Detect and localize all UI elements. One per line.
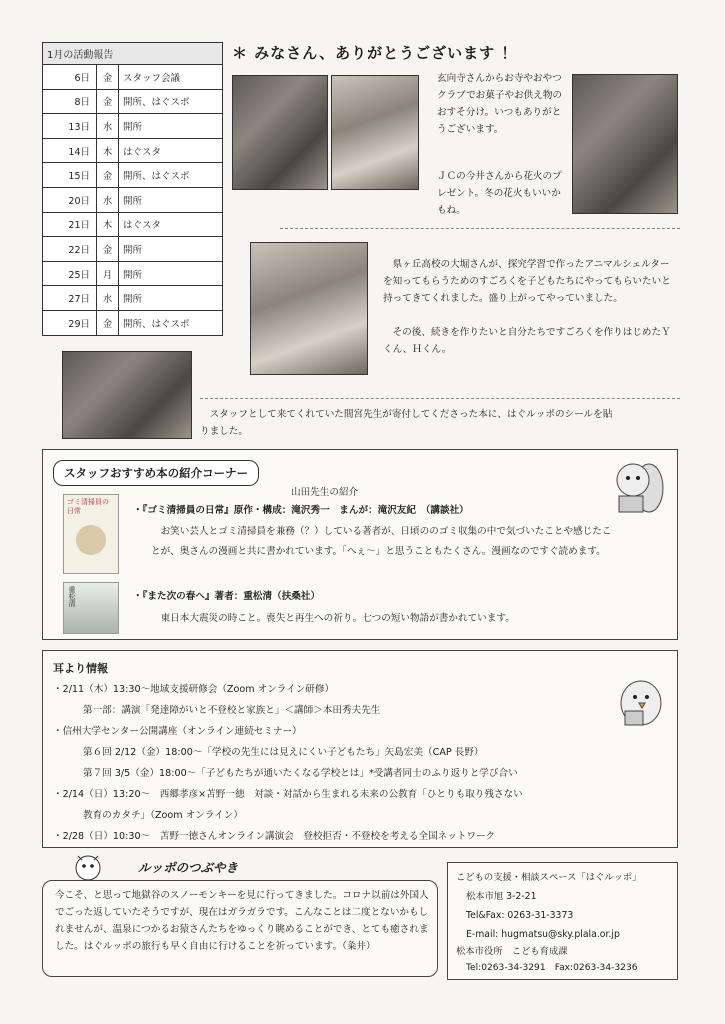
- activity-event: はぐスタ: [119, 212, 223, 237]
- activity-day: 15日: [43, 163, 97, 188]
- photo-temple-gift: [232, 75, 328, 190]
- contact-name: こどもの支援・相談スペース「はぐルッポ」: [456, 872, 642, 883]
- activity-day: 6日: [43, 65, 97, 90]
- info-line-5: 第７回 3/5（金）18:00〜「子どもたちが通いたくなる学校とは」*受講者同士のふり返りと学び合い: [83, 768, 518, 779]
- activity-weekday: 金: [97, 310, 119, 335]
- activity-event: スタッフ会議: [119, 65, 223, 90]
- activity-day: 8日: [43, 89, 97, 114]
- info-line-1: ・2/11（木）13:30〜地域支援研修会（Zoom オンライン研修）: [53, 684, 335, 695]
- book-cover-2-author: 重松清: [68, 586, 76, 607]
- activity-day: 21日: [43, 212, 97, 237]
- activity-weekday: 金: [97, 89, 119, 114]
- thanks-title: ＊ みなさん、ありがとうございます ！: [232, 44, 518, 62]
- bird-reading-icon: [611, 671, 667, 731]
- note-sugoroku: 県ヶ丘高校の大堀さんが、探究学習で作ったアニマルシェルターを知ってもらうためのすごろくを子どもたちにやってもらいたいと持ってきてくれました。盛り上がってやっていました。: [383, 259, 671, 304]
- contact-email: E-mail: hugmatsu@sky.plala.or.jp: [466, 929, 620, 940]
- activity-weekday: 金: [97, 65, 119, 90]
- book-corner-heading: スタッフおすすめ本の紹介コーナー: [53, 460, 259, 486]
- info-box: [42, 650, 678, 848]
- info-line-8: ・2/28（日）10:30〜 苫野一徳さんオンライン講演会 登校拒否・不登校を考える全国ネットワーク: [53, 831, 496, 842]
- book2-description: 東日本大震災の時こと。喪失と再生への祈り。七つの短い物語が書かれています。: [160, 613, 515, 624]
- book-corner-subtitle: 山田先生の紹介: [291, 487, 359, 498]
- photo-fireworks: [572, 74, 678, 214]
- contact-office: 松本市役所 こども育成課: [456, 946, 568, 957]
- activity-event: 開所: [119, 237, 223, 262]
- activity-day: 25日: [43, 261, 97, 286]
- book1-description: お笑い芸人とゴミ清掃員を兼務（？）している著者が、日頃ののゴミ収集の中で気づいたことや感じたことが、奥さんの漫画と共に書かれています。「へぇ〜」と思うこともたくさん。漫画なのですぐ読めます。: [151, 526, 612, 557]
- contact-address: 松本市旭 3-2-21: [466, 891, 537, 902]
- note-book-donation: スタッフとして来てくれていた間宮先生が寄付してくださった本に、はぐルッポのシールを貼りました。: [200, 409, 613, 437]
- contact-office-tel: Tel:0263-34-3291 Fax:0263-34-3236: [466, 963, 638, 973]
- activity-event: 開所: [119, 187, 223, 212]
- tsubuyaki-heading: ルッポのつぶやき: [138, 860, 239, 875]
- activity-event: 開所、はぐスポ: [119, 89, 223, 114]
- book2-title: ・『また次の春へ』著者：重松清（扶桑社）: [133, 591, 321, 602]
- activity-table: [42, 42, 223, 336]
- activity-caption: 1月の活動報告: [43, 43, 223, 65]
- info-line-4: 第６回 2/12（金）18:00〜「学校の先生には見えにくい子どもたち」矢島宏美（CAP 長野）: [83, 747, 484, 758]
- activity-row: [43, 163, 223, 188]
- activity-day: 20日: [43, 187, 97, 212]
- activity-event: 開所: [119, 261, 223, 286]
- activity-event: 開所: [119, 286, 223, 311]
- activity-row: [43, 114, 223, 139]
- info-heading: 耳より情報: [53, 662, 108, 675]
- activity-row: [43, 138, 223, 163]
- info-line-6: ・2/14（日）13:20〜 西郷孝彦×苫野一徳 対談・対話から生まれる未来の公教育「ひとりも取り残さない: [53, 789, 523, 800]
- activity-row: [43, 310, 223, 335]
- contact-box: [447, 862, 678, 980]
- activity-day: 22日: [43, 237, 97, 262]
- info-line-2: 第一部：講演「発達障がいと不登校と家族と」＜講師＞本田秀夫先生: [83, 705, 381, 716]
- tsubuyaki-box: [42, 880, 438, 977]
- divider: [280, 228, 680, 229]
- book-cover-2: [63, 582, 119, 634]
- activity-weekday: 木: [97, 138, 119, 163]
- photo-sugoroku: [250, 242, 368, 375]
- activity-row: [43, 237, 223, 262]
- activity-weekday: 木: [97, 212, 119, 237]
- activity-weekday: 水: [97, 187, 119, 212]
- activity-weekday: 金: [97, 237, 119, 262]
- activity-day: 14日: [43, 138, 97, 163]
- photo-snacks: [331, 75, 419, 190]
- ruppo-mascot-icon: [68, 850, 108, 882]
- activity-day: 29日: [43, 310, 97, 335]
- divider-2: [200, 398, 680, 399]
- contact-telfax: Tel&Fax: 0263-31-3373: [466, 910, 574, 921]
- note-temple: 玄向寺さんからお寺やおやつクラブでお菓子やお供え物のおすそ分け。いつもありがとうございます。: [437, 73, 563, 135]
- activity-day: 13日: [43, 114, 97, 139]
- activity-row: [43, 261, 223, 286]
- activity-event: 開所: [119, 114, 223, 139]
- book-cover-1-illustration: [76, 525, 106, 555]
- book-corner: [42, 449, 678, 640]
- activity-row: [43, 89, 223, 114]
- activity-day: 27日: [43, 286, 97, 311]
- book-cover-1-title: ゴミ清掃員の日常: [67, 498, 109, 515]
- book1-title: ・『ゴミ清掃員の日常』原作・構成：滝沢秀一 まんが：滝沢友紀 （講談社）: [133, 505, 469, 516]
- activity-weekday: 月: [97, 261, 119, 286]
- info-line-7: 教育のカタチ」（Zoom オンライン）: [83, 810, 243, 821]
- book-cover-1: [63, 494, 119, 574]
- activity-row: [43, 187, 223, 212]
- activity-event: 開所、はぐスポ: [119, 310, 223, 335]
- activity-event: 開所、はぐスポ: [119, 163, 223, 188]
- activity-weekday: 金: [97, 163, 119, 188]
- info-line-3: ・信州大学センター公開講座（オンライン連続セミナー）: [53, 726, 302, 737]
- squirrel-reading-icon: [609, 458, 667, 520]
- note-sugoroku-followup: その後、続きを作りたいと自分たちですごろくを作りはじめたＹくん、Ｈくん。: [383, 327, 671, 355]
- activity-weekday: 水: [97, 114, 119, 139]
- activity-row: [43, 65, 223, 90]
- activity-row: [43, 212, 223, 237]
- activity-weekday: 水: [97, 286, 119, 311]
- activity-row: [43, 286, 223, 311]
- note-fireworks: ＪＣの今井さんから花火のプレゼント。冬の花火もいいかもね。: [437, 171, 562, 216]
- photo-book-stickers: [62, 351, 192, 439]
- tsubuyaki-text: 今こそ、と思って地獄谷のスノーモンキーを見に行ってきました。コロナ以前は外国人でごった返していたそうですが、現在はガラガラです。こんなことは二度とないかもしれませんが、温泉につかるお猿さんたちをゆっくり眺めることができ、とても癒されました。はぐルッポの旅行も早く自由に行けることを祈っています。（粂井）: [55, 890, 429, 952]
- activity-event: はぐスタ: [119, 138, 223, 163]
